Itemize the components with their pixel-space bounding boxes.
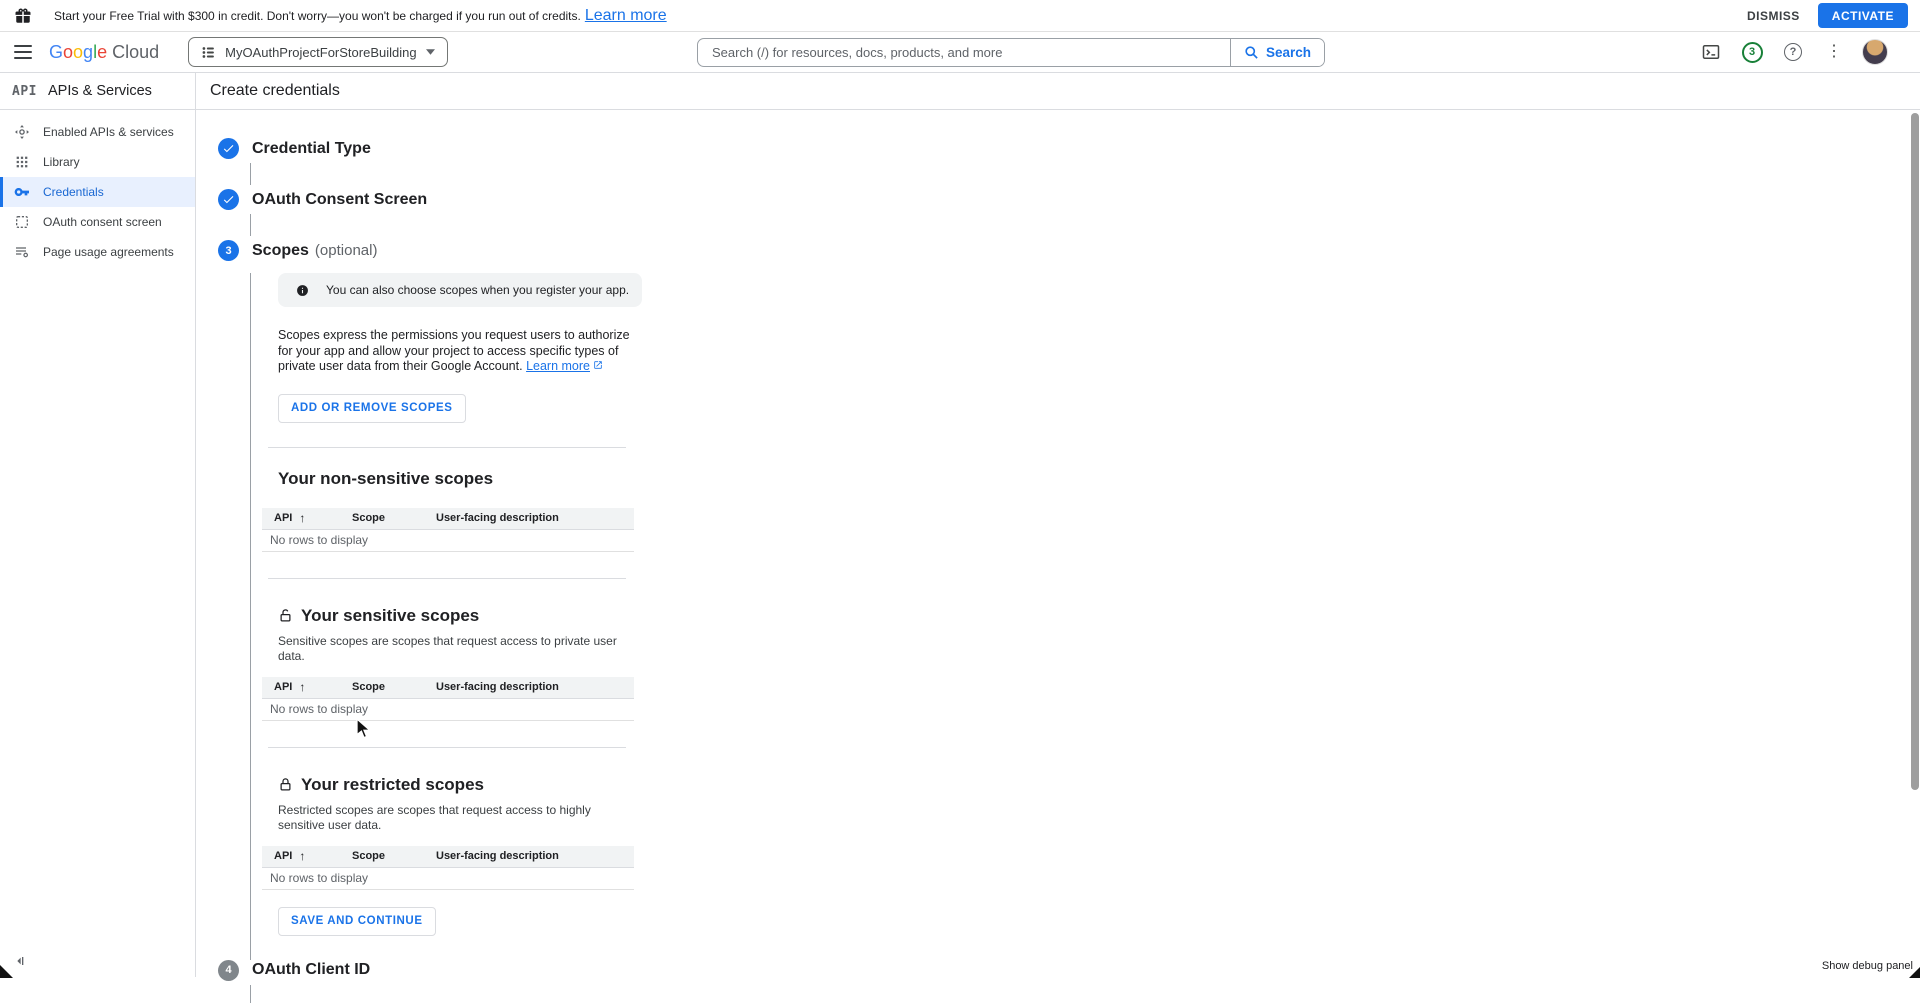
- empty-row: No rows to display: [262, 530, 634, 552]
- column-api[interactable]: API ↑: [274, 511, 306, 525]
- step-number-badge: 4: [218, 960, 239, 981]
- sort-asc-icon: ↑: [299, 680, 306, 694]
- step-connector: [250, 273, 251, 960]
- sidebar-item-label: Enabled APIs & services: [43, 125, 174, 139]
- non-sensitive-scopes-title: Your non-sensitive scopes: [278, 468, 494, 488]
- step-done-icon: [218, 189, 239, 210]
- empty-row: No rows to display: [262, 868, 634, 890]
- trial-banner-message: Start your Free Trial with $300 in credit. Don't worry—you won't be charged if you run out of credits.: [54, 8, 581, 23]
- project-icon: [201, 45, 216, 60]
- agreements-icon: [14, 244, 30, 260]
- library-icon: [14, 154, 30, 170]
- search-input[interactable]: [698, 39, 1230, 66]
- sidebar: [0, 73, 196, 977]
- google-cloud-logo: [49, 42, 159, 63]
- page-title: Create credentials: [210, 82, 340, 99]
- table-header: [262, 846, 634, 868]
- sidebar-nav: [0, 110, 195, 267]
- global-search: [697, 38, 1325, 67]
- debug-corner-handle: [1909, 967, 1920, 978]
- lock-open-icon: [278, 608, 293, 623]
- menu-icon[interactable]: [14, 45, 32, 59]
- sensitive-scopes-subtitle: Sensitive scopes are scopes that request access to private user data.: [278, 633, 617, 663]
- step-label: OAuth Client ID: [252, 961, 371, 978]
- column-api[interactable]: API ↑: [274, 680, 306, 694]
- search-icon: [1244, 45, 1259, 60]
- gift-icon: [14, 7, 32, 25]
- step-credential-type[interactable]: [218, 138, 1920, 159]
- step-label: Credential Type: [252, 139, 371, 157]
- sidebar-title: APIs & Services: [47, 83, 152, 99]
- scopes-description: Scopes express the permissions you request users to authorize for your app and allow your project to access specific types of private user data from their Google Account. Learn more: [278, 328, 630, 373]
- table-header: [262, 677, 634, 699]
- step-done-icon: [218, 138, 239, 159]
- show-debug-panel-link[interactable]: Show debug panel: [1821, 960, 1913, 972]
- sensitive-scopes-title: Your sensitive scopes: [278, 606, 642, 626]
- sidebar-item-credentials[interactable]: [0, 177, 195, 207]
- chevron-down-icon: [426, 49, 435, 55]
- help-icon[interactable]: ?: [1780, 39, 1806, 65]
- step-oauth-consent-screen[interactable]: [218, 189, 1920, 210]
- sidebar-item-label: Library: [43, 155, 80, 169]
- add-or-remove-scopes-button[interactable]: ADD OR REMOVE SCOPES: [278, 394, 466, 423]
- cloud-shell-icon[interactable]: [1698, 39, 1724, 65]
- restricted-scopes-subtitle: Restricted scopes are scopes that request access to highly sensitive user data.: [278, 802, 591, 832]
- column-description[interactable]: User-facing description: [436, 512, 559, 524]
- enabled-apis-icon: [14, 124, 30, 140]
- google-logo-wordmark: Google: [49, 41, 108, 62]
- activate-button[interactable]: ACTIVATE: [1818, 3, 1908, 28]
- sidebar-item-page-usage[interactable]: [0, 237, 195, 267]
- column-description[interactable]: User-facing description: [436, 681, 559, 693]
- step-label: OAuth Consent Screen: [252, 190, 428, 208]
- step-number-badge: 3: [218, 240, 239, 261]
- cloud-logo-text: Cloud: [112, 41, 160, 62]
- lock-icon: [278, 777, 293, 792]
- free-trial-banner: [0, 0, 1920, 32]
- step-oauth-client-id[interactable]: [218, 960, 1920, 981]
- project-name: MyOAuthProjectForStoreBuilding: [225, 44, 417, 60]
- scopes-step-body: [218, 273, 1920, 960]
- restricted-scopes-title: Your restricted scopes: [278, 775, 642, 795]
- info-note-text: You can also choose scopes when you register your app.: [326, 283, 630, 297]
- step-connector: [250, 214, 251, 236]
- column-api[interactable]: API ↑: [274, 849, 306, 863]
- save-and-continue-button[interactable]: SAVE AND CONTINUE: [278, 907, 436, 936]
- vertical-scrollbar[interactable]: [1911, 113, 1919, 790]
- step-optional-suffix: (optional): [314, 242, 378, 259]
- oauth-consent-icon: [14, 214, 30, 230]
- create-credentials-wizard: [196, 110, 1920, 1003]
- collapse-sidebar-icon[interactable]: [12, 953, 28, 969]
- trial-learn-more-link[interactable]: Learn more: [584, 6, 667, 24]
- section-divider: [268, 447, 626, 448]
- corner-artifact: [0, 965, 13, 978]
- step-label: Scopes: [252, 241, 309, 259]
- app-header: [0, 32, 1920, 73]
- sidebar-header: [0, 73, 195, 110]
- step-connector: [250, 985, 251, 1003]
- column-scope[interactable]: Scope: [352, 681, 386, 693]
- notifications-badge[interactable]: [1739, 39, 1765, 65]
- sidebar-item-label: OAuth consent screen: [43, 215, 162, 229]
- table-header: [262, 508, 634, 530]
- section-divider: [268, 747, 626, 748]
- restricted-scopes-table: [262, 846, 634, 890]
- project-selector[interactable]: [188, 37, 447, 67]
- search-button[interactable]: Search: [1230, 39, 1324, 66]
- section-divider: [268, 578, 626, 579]
- scopes-learn-more-link[interactable]: Learn more: [526, 359, 590, 373]
- api-logo: API: [12, 83, 37, 99]
- sidebar-item-oauth-consent[interactable]: [0, 207, 195, 237]
- step-scopes[interactable]: [218, 240, 1920, 261]
- info-icon: [296, 284, 309, 297]
- sensitive-scopes-table: [262, 677, 634, 721]
- key-icon: [14, 184, 30, 200]
- more-options-icon[interactable]: ⋮: [1821, 39, 1847, 65]
- sidebar-item-label: Page usage agreements: [43, 245, 174, 259]
- page-header: [196, 73, 1920, 110]
- column-scope[interactable]: Scope: [352, 512, 386, 524]
- sidebar-item-enabled-apis[interactable]: [0, 117, 195, 147]
- empty-row: No rows to display: [262, 699, 634, 721]
- scopes-info-note: [278, 273, 642, 307]
- sidebar-item-label: Credentials: [43, 185, 104, 199]
- non-sensitive-scopes-table: [262, 508, 634, 552]
- header-actions: [1698, 39, 1920, 65]
- notification-count: 3: [1742, 42, 1763, 63]
- avatar[interactable]: [1862, 39, 1888, 65]
- sort-asc-icon: ↑: [299, 511, 306, 525]
- main-panel: [196, 73, 1920, 977]
- sort-asc-icon: ↑: [299, 849, 306, 863]
- dismiss-button[interactable]: DISMISS: [1746, 8, 1800, 23]
- column-description[interactable]: User-facing description: [436, 850, 559, 862]
- step-connector: [250, 163, 251, 185]
- sidebar-item-library[interactable]: [0, 147, 195, 177]
- column-scope[interactable]: Scope: [352, 850, 386, 862]
- external-link-icon: [593, 360, 603, 370]
